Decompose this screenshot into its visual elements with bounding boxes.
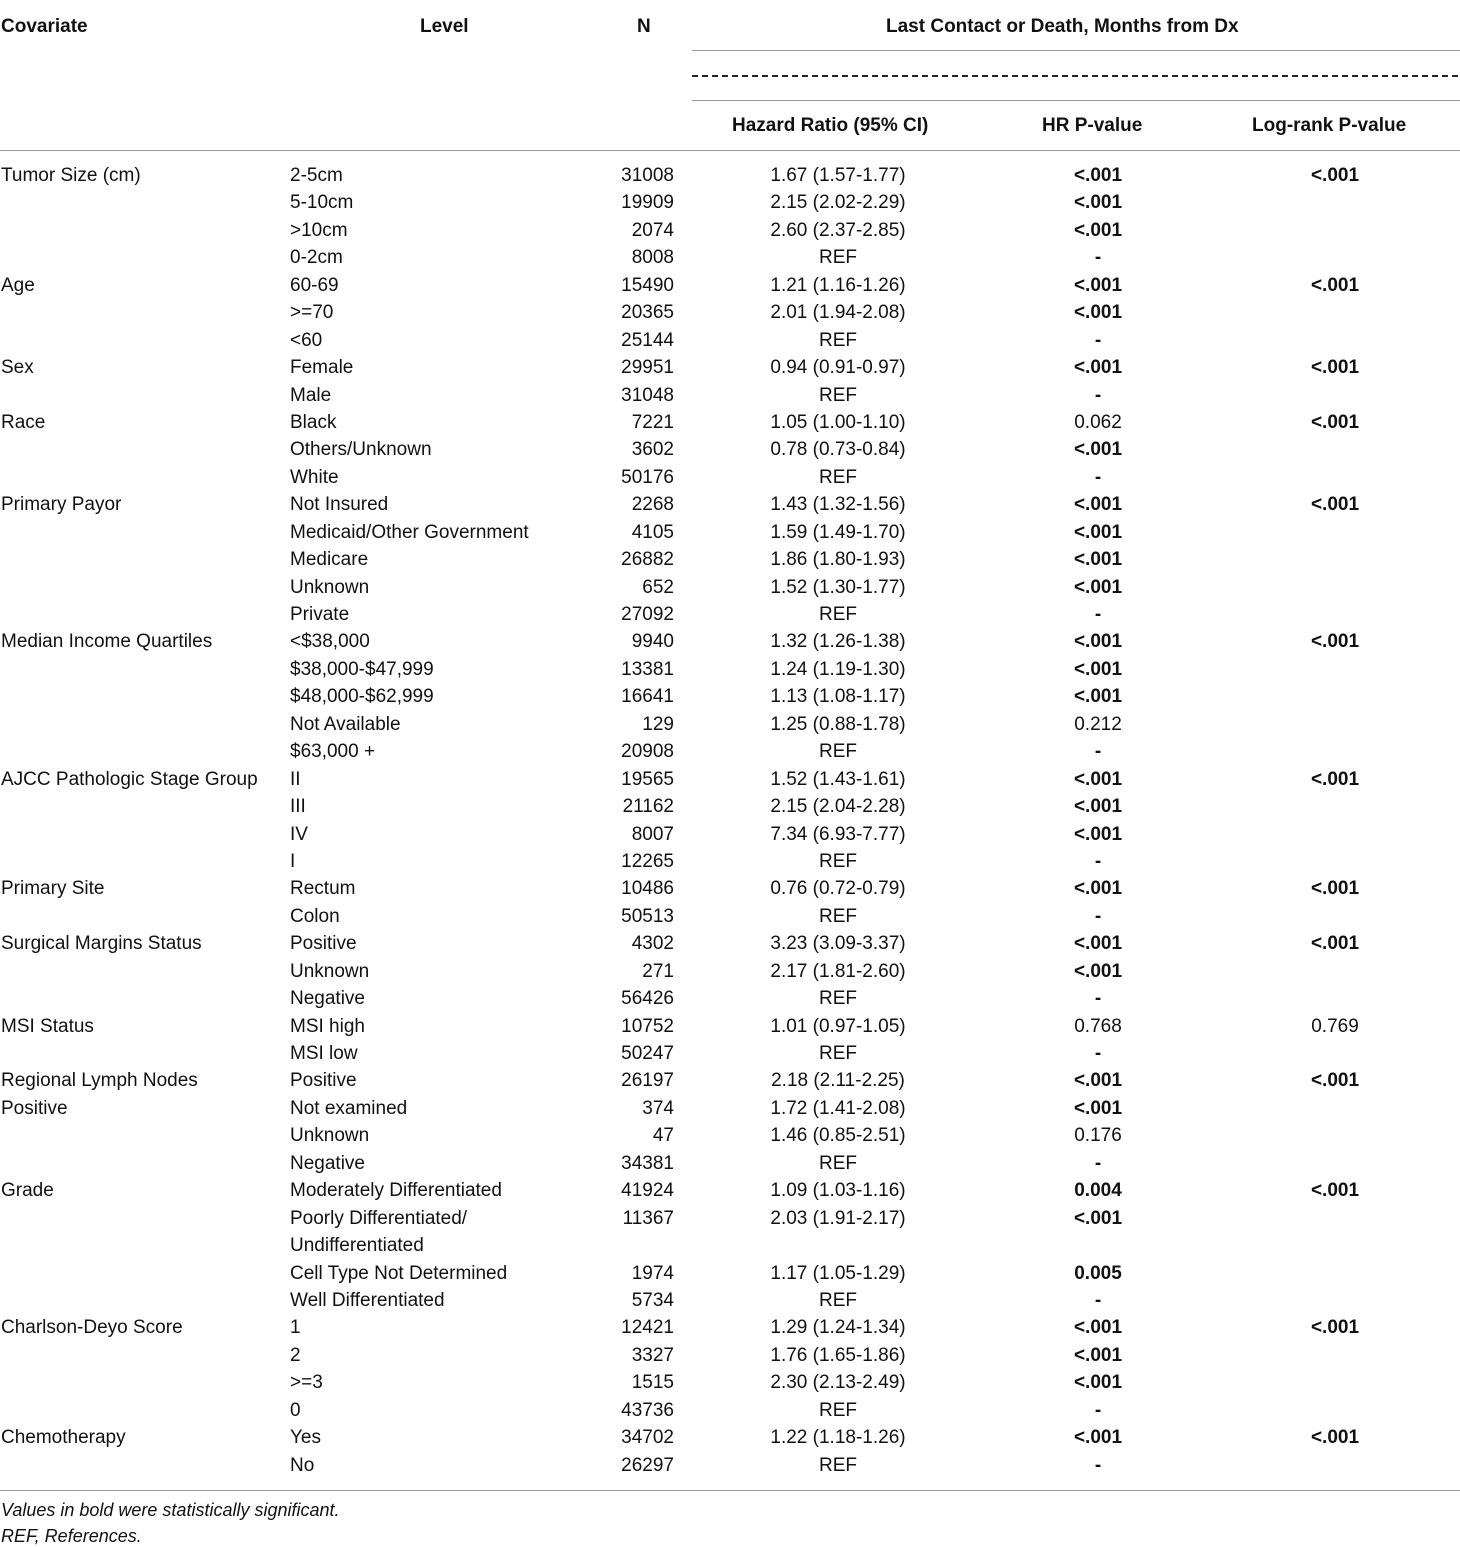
cell-hazard-ratio: REF bbox=[819, 741, 857, 763]
group-underline bbox=[692, 50, 1460, 51]
cell-hr-p-value: 0.212 bbox=[1074, 713, 1122, 735]
cell-logrank-p-value: <.001 bbox=[1310, 165, 1360, 186]
cell-n: 50247 bbox=[621, 1043, 674, 1064]
cell-n: 20908 bbox=[621, 741, 674, 763]
cell-n: 9940 bbox=[631, 631, 674, 653]
cell-level: Unknown bbox=[290, 576, 370, 598]
cell-hr-p-value: - bbox=[1094, 466, 1102, 488]
cell-level: Unknown bbox=[290, 1125, 370, 1147]
cell-n: 31048 bbox=[621, 384, 674, 406]
cell-hazard-ratio: 1.24 (1.19-1.30) bbox=[770, 658, 906, 680]
cell-hr-p-value: <.001 bbox=[1073, 631, 1123, 653]
cell-logrank-p-value: <.001 bbox=[1310, 274, 1360, 296]
cell-n: 10752 bbox=[621, 1015, 674, 1037]
cell-hr-p-value: <.001 bbox=[1073, 960, 1123, 982]
table-row bbox=[0, 930, 1460, 957]
cell-hazard-ratio: REF bbox=[819, 329, 857, 351]
cell-covariate: Race bbox=[1, 411, 46, 433]
cell-n: 3602 bbox=[631, 439, 674, 461]
table-row bbox=[0, 1040, 1460, 1067]
cell-n: 374 bbox=[642, 1097, 674, 1119]
cell-level: $48,000-$62,999 bbox=[290, 686, 434, 708]
header-hr-p-value: HR P-value bbox=[1042, 115, 1143, 136]
cell-logrank-p-value: <.001 bbox=[1310, 411, 1360, 433]
cell-level: >=3 bbox=[290, 1372, 323, 1394]
cell-level: Colon bbox=[290, 905, 340, 927]
cell-hr-p-value: <.001 bbox=[1073, 357, 1123, 379]
cell-hr-p-value: - bbox=[1094, 604, 1102, 625]
cell-covariate: Grade bbox=[1, 1180, 54, 1202]
cell-covariate: Charlson-Deyo Score bbox=[1, 1317, 183, 1339]
cell-hr-p-value: <.001 bbox=[1073, 165, 1123, 186]
cell-n: 56426 bbox=[621, 988, 674, 1010]
table-row bbox=[0, 1205, 1460, 1260]
cell-n: 26197 bbox=[621, 1070, 674, 1092]
cell-hr-p-value: <.001 bbox=[1073, 796, 1123, 818]
table-row bbox=[0, 244, 1460, 271]
table-row bbox=[0, 491, 1460, 518]
table-row bbox=[0, 738, 1460, 765]
cell-covariate: Chemotherapy bbox=[1, 1427, 126, 1449]
cell-hazard-ratio: 1.86 (1.80-1.93) bbox=[770, 549, 906, 571]
cell-hazard-ratio: 1.21 (1.16-1.26) bbox=[770, 274, 906, 296]
cell-covariate: Regional Lymph Nodes bbox=[1, 1070, 198, 1092]
cell-level: White bbox=[290, 466, 339, 488]
cell-n: 1515 bbox=[631, 1372, 674, 1394]
cell-n: 2074 bbox=[631, 219, 674, 241]
cell-level: Not Available bbox=[290, 713, 401, 735]
cell-level: III bbox=[290, 796, 306, 818]
cell-hr-p-value: 0.062 bbox=[1074, 411, 1122, 433]
cell-level: Unknown bbox=[290, 960, 370, 982]
cell-hr-p-value: <.001 bbox=[1073, 576, 1123, 598]
cell-hazard-ratio: 1.09 (1.03-1.16) bbox=[770, 1180, 906, 1202]
subheader-rule bbox=[692, 100, 1460, 101]
cell-level: >=70 bbox=[290, 302, 334, 324]
table-row bbox=[0, 409, 1460, 436]
cell-hazard-ratio: 1.17 (1.05-1.29) bbox=[770, 1262, 906, 1284]
cell-level: Black bbox=[290, 411, 337, 433]
cell-level: >10cm bbox=[290, 219, 348, 241]
table-row bbox=[0, 958, 1460, 985]
cell-logrank-p-value: <.001 bbox=[1310, 933, 1360, 955]
cell-hazard-ratio: 2.01 (1.94-2.08) bbox=[770, 302, 906, 324]
cell-covariate: Primary Payor bbox=[1, 494, 122, 516]
cell-n: 26297 bbox=[621, 1454, 674, 1476]
cell-level: Negative bbox=[290, 988, 365, 1010]
cell-hazard-ratio: 0.76 (0.72-0.79) bbox=[770, 878, 906, 900]
cell-n: 4105 bbox=[631, 521, 674, 543]
cell-hr-p-value: - bbox=[1094, 741, 1102, 763]
cell-hr-p-value: <.001 bbox=[1073, 933, 1123, 955]
table-row bbox=[0, 327, 1460, 354]
cell-hazard-ratio: 1.01 (0.97-1.05) bbox=[770, 1015, 906, 1037]
cell-level: 0-2cm bbox=[290, 247, 343, 269]
cell-covariate: Surgical Margins Status bbox=[1, 933, 202, 955]
header-n: N bbox=[637, 16, 651, 37]
header-logrank-p-value: Log-rank P-value bbox=[1252, 115, 1407, 136]
table-row bbox=[0, 1342, 1460, 1369]
cell-covariate: Age bbox=[1, 274, 35, 296]
cell-level: 1 bbox=[290, 1317, 301, 1339]
cell-level: Rectum bbox=[290, 878, 356, 900]
cell-hazard-ratio: 0.94 (0.91-0.97) bbox=[770, 357, 906, 379]
cell-hazard-ratio: REF bbox=[819, 247, 857, 269]
cell-covariate: Median Income Quartiles bbox=[1, 631, 213, 653]
table-row bbox=[0, 1067, 1460, 1094]
cell-logrank-p-value: <.001 bbox=[1310, 494, 1360, 516]
cell-hr-p-value: <.001 bbox=[1073, 302, 1123, 324]
cell-hazard-ratio: 1.29 (1.24-1.34) bbox=[770, 1317, 906, 1339]
cell-level: Male bbox=[290, 384, 332, 406]
cell-hazard-ratio: REF bbox=[819, 988, 857, 1010]
cell-covariate: Sex bbox=[1, 357, 34, 379]
cell-n: 8007 bbox=[631, 823, 674, 845]
cell-hr-p-value: - bbox=[1094, 1454, 1102, 1476]
table-row bbox=[0, 189, 1460, 216]
table-row bbox=[0, 683, 1460, 710]
cell-n: 41924 bbox=[621, 1180, 674, 1202]
cell-hr-p-value: - bbox=[1094, 988, 1102, 1010]
cell-covariate: Positive bbox=[1, 1097, 68, 1119]
cell-level: 0 bbox=[290, 1399, 301, 1421]
cell-hazard-ratio: 1.76 (1.65-1.86) bbox=[770, 1344, 906, 1366]
cell-hazard-ratio: 2.15 (2.02-2.29) bbox=[770, 192, 906, 214]
cell-hazard-ratio: 2.03 (1.91-2.17) bbox=[770, 1207, 906, 1229]
table-row bbox=[0, 1314, 1460, 1341]
header-bottom-rule bbox=[0, 150, 1460, 151]
table-row bbox=[0, 217, 1460, 244]
cell-hazard-ratio: REF bbox=[819, 466, 857, 488]
cell-hr-p-value: <.001 bbox=[1073, 549, 1123, 571]
header-hazard-ratio: Hazard Ratio (95% CI) bbox=[732, 115, 929, 136]
cell-n: 10486 bbox=[621, 878, 674, 900]
cell-hr-p-value: <.001 bbox=[1073, 1427, 1123, 1449]
table-row bbox=[0, 1452, 1460, 1479]
cell-n: 15490 bbox=[621, 274, 674, 296]
cell-hazard-ratio: REF bbox=[819, 1454, 857, 1476]
cell-n: 16641 bbox=[621, 686, 674, 708]
cell-hazard-ratio: REF bbox=[819, 1399, 857, 1421]
cell-hr-p-value: <.001 bbox=[1073, 439, 1123, 461]
cell-hr-p-value: <.001 bbox=[1073, 658, 1123, 680]
cell-n: 11367 bbox=[622, 1207, 674, 1229]
cell-logrank-p-value: <.001 bbox=[1310, 768, 1360, 790]
table-row bbox=[0, 821, 1460, 848]
cell-hazard-ratio: 1.67 (1.57-1.77) bbox=[770, 165, 906, 186]
cell-level: Medicaid/Other Government bbox=[290, 521, 529, 543]
cell-n: 652 bbox=[642, 576, 674, 598]
cell-n: 26882 bbox=[621, 549, 674, 571]
table-row bbox=[0, 601, 1460, 628]
cell-level: <60 bbox=[290, 329, 323, 351]
cell-hr-p-value: <.001 bbox=[1073, 878, 1123, 900]
cell-level: No bbox=[290, 1454, 315, 1476]
cell-hazard-ratio: REF bbox=[819, 1152, 857, 1174]
table-row bbox=[0, 1122, 1460, 1149]
cell-hr-p-value: <.001 bbox=[1073, 686, 1123, 708]
cell-hazard-ratio: 2.18 (2.11-2.25) bbox=[771, 1070, 905, 1092]
cell-level: Not Insured bbox=[290, 494, 389, 516]
cell-level: 5-10cm bbox=[290, 192, 354, 214]
cell-n: 27092 bbox=[621, 604, 674, 625]
cell-hazard-ratio: 2.15 (2.04-2.28) bbox=[770, 796, 906, 818]
cell-n: 29951 bbox=[621, 357, 674, 379]
cell-hazard-ratio: REF bbox=[819, 905, 857, 927]
cell-n: 2268 bbox=[631, 494, 674, 516]
cell-n: 13381 bbox=[621, 658, 674, 680]
cell-n: 19909 bbox=[621, 192, 674, 214]
cell-hr-p-value: 0.176 bbox=[1074, 1125, 1122, 1147]
cell-hr-p-value: <.001 bbox=[1073, 768, 1123, 790]
cell-hr-p-value: - bbox=[1094, 247, 1102, 269]
cell-n: 8008 bbox=[631, 247, 674, 269]
table-row bbox=[0, 1260, 1460, 1287]
cell-level: Private bbox=[290, 604, 350, 625]
table-row bbox=[0, 1287, 1460, 1314]
cell-hazard-ratio: 1.52 (1.43-1.61) bbox=[770, 768, 906, 790]
cell-hazard-ratio: 0.78 (0.73-0.84) bbox=[770, 439, 906, 461]
cell-n: 50176 bbox=[621, 466, 674, 488]
cell-n: 12421 bbox=[621, 1317, 674, 1339]
table-row bbox=[0, 793, 1460, 820]
cell-hr-p-value: - bbox=[1094, 1152, 1102, 1174]
cell-hr-p-value: <.001 bbox=[1073, 1070, 1123, 1092]
table-row bbox=[0, 519, 1460, 546]
table-row bbox=[0, 1095, 1460, 1122]
cell-level: Positive bbox=[290, 933, 357, 955]
cell-level: MSI high bbox=[290, 1015, 365, 1037]
cell-hazard-ratio: 1.52 (1.30-1.77) bbox=[770, 576, 906, 598]
cell-level: IV bbox=[290, 823, 308, 845]
cell-hazard-ratio: REF bbox=[819, 1289, 857, 1311]
table-row bbox=[0, 985, 1460, 1012]
footnote-bold: Values in bold were statistically significant. bbox=[1, 1500, 340, 1520]
table-row bbox=[0, 656, 1460, 683]
cell-n: 21162 bbox=[622, 796, 674, 818]
cell-hazard-ratio: 1.32 (1.26-1.38) bbox=[770, 631, 906, 653]
table-row bbox=[0, 1397, 1460, 1424]
header-group: Last Contact or Death, Months from Dx bbox=[886, 16, 1239, 37]
cell-hr-p-value: <.001 bbox=[1073, 219, 1123, 241]
cell-hazard-ratio: 1.25 (0.88-1.78) bbox=[770, 713, 906, 735]
table-row bbox=[0, 162, 1460, 189]
cell-n: 5734 bbox=[631, 1289, 674, 1311]
table-row bbox=[0, 299, 1460, 326]
cell-n: 50513 bbox=[621, 905, 674, 927]
cell-level: Positive bbox=[290, 1070, 357, 1092]
cell-hr-p-value: 0.768 bbox=[1074, 1015, 1122, 1037]
cell-level: Yes bbox=[290, 1427, 321, 1449]
cell-hazard-ratio: REF bbox=[819, 384, 857, 406]
cell-hr-p-value: <.001 bbox=[1073, 1317, 1123, 1339]
footnote-ref: REF, References. bbox=[1, 1526, 142, 1546]
table-row bbox=[0, 1150, 1460, 1177]
header-covariate: Covariate bbox=[1, 16, 88, 37]
cell-level: <$38,000 bbox=[290, 631, 370, 653]
cell-hazard-ratio: 1.72 (1.41-2.08) bbox=[770, 1097, 906, 1119]
cell-hazard-ratio: 1.05 (1.00-1.10) bbox=[770, 411, 906, 433]
cell-level: Cell Type Not Determined bbox=[290, 1262, 508, 1284]
table-row bbox=[0, 382, 1460, 409]
cell-level: 60-69 bbox=[290, 274, 339, 296]
table-row bbox=[0, 546, 1460, 573]
cell-hazard-ratio: 2.30 (2.13-2.49) bbox=[770, 1372, 906, 1394]
table-body bbox=[0, 162, 1460, 1479]
cell-hr-p-value: <.001 bbox=[1073, 1344, 1123, 1366]
cell-hr-p-value: - bbox=[1094, 384, 1102, 406]
cell-logrank-p-value: <.001 bbox=[1310, 1070, 1360, 1092]
cell-level: $38,000-$47,999 bbox=[290, 658, 434, 680]
table-row bbox=[0, 464, 1460, 491]
cell-level: Female bbox=[290, 357, 354, 379]
cell-hr-p-value: <.001 bbox=[1073, 1372, 1123, 1394]
cell-n: 271 bbox=[642, 960, 674, 982]
table-row bbox=[0, 766, 1460, 793]
cell-n: 25144 bbox=[621, 329, 674, 351]
cell-hr-p-value: - bbox=[1094, 905, 1102, 927]
cell-hr-p-value: <.001 bbox=[1073, 494, 1123, 516]
cell-level: 2-5cm bbox=[290, 165, 343, 186]
table-row bbox=[0, 875, 1460, 902]
cell-logrank-p-value: <.001 bbox=[1310, 631, 1360, 653]
cell-level: I bbox=[290, 850, 296, 872]
cell-covariate: MSI Status bbox=[1, 1015, 94, 1037]
table-row bbox=[0, 711, 1460, 738]
cell-hr-p-value: <.001 bbox=[1073, 1097, 1123, 1119]
cell-logrank-p-value: <.001 bbox=[1310, 1427, 1360, 1449]
cell-hazard-ratio: REF bbox=[819, 1043, 857, 1064]
cell-level: 2 bbox=[290, 1344, 301, 1366]
cell-hr-p-value: - bbox=[1094, 1399, 1102, 1421]
cell-n: 1974 bbox=[631, 1262, 674, 1284]
cell-hr-p-value: <.001 bbox=[1073, 1207, 1123, 1229]
cell-hr-p-value: 0.004 bbox=[1074, 1180, 1122, 1202]
table-row bbox=[0, 848, 1460, 875]
cell-logrank-p-value: <.001 bbox=[1310, 878, 1360, 900]
cell-level: Moderately Differentiated bbox=[290, 1180, 502, 1202]
cell-n: 43736 bbox=[621, 1399, 674, 1421]
cell-level: Well Differentiated bbox=[290, 1289, 445, 1311]
cell-hazard-ratio: REF bbox=[819, 850, 857, 872]
cell-hazard-ratio: REF bbox=[819, 604, 857, 625]
header-level: Level bbox=[420, 16, 469, 37]
cell-covariate: Primary Site bbox=[1, 878, 105, 900]
cell-n: 20365 bbox=[621, 302, 674, 324]
cell-hr-p-value: - bbox=[1094, 1289, 1102, 1311]
table-row bbox=[0, 1013, 1460, 1040]
cell-logrank-p-value: 0.769 bbox=[1311, 1015, 1359, 1037]
cell-n: 47 bbox=[652, 1125, 674, 1147]
cell-level: II bbox=[290, 768, 301, 790]
table-row bbox=[0, 1424, 1460, 1451]
cell-n: 3327 bbox=[631, 1344, 674, 1366]
cell-hr-p-value: <.001 bbox=[1073, 274, 1123, 296]
cell-hazard-ratio: 2.60 (2.37-2.85) bbox=[770, 219, 906, 241]
dashed-separator bbox=[692, 75, 1458, 77]
cell-logrank-p-value: <.001 bbox=[1310, 357, 1360, 379]
cell-n: 34702 bbox=[621, 1427, 674, 1449]
cell-logrank-p-value: <.001 bbox=[1310, 1180, 1360, 1202]
table-row bbox=[0, 628, 1460, 655]
cell-hr-p-value: <.001 bbox=[1073, 521, 1123, 543]
cell-hazard-ratio: 3.23 (3.09-3.37) bbox=[770, 933, 906, 955]
cell-n: 19565 bbox=[621, 768, 674, 790]
cell-level: $63,000 + bbox=[290, 741, 376, 763]
cell-level: Not examined bbox=[290, 1097, 408, 1119]
cell-hr-p-value: - bbox=[1094, 329, 1102, 351]
cell-n: 12265 bbox=[621, 850, 674, 872]
table-row bbox=[0, 436, 1460, 463]
cell-n: 4302 bbox=[631, 933, 674, 955]
cell-hr-p-value: <.001 bbox=[1073, 192, 1123, 214]
table-row bbox=[0, 1177, 1460, 1204]
cell-hazard-ratio: 1.22 (1.18-1.26) bbox=[770, 1427, 906, 1449]
cell-level: Others/Unknown bbox=[290, 439, 432, 461]
table-row bbox=[0, 574, 1460, 601]
cell-hr-p-value: - bbox=[1094, 1043, 1102, 1064]
table-row bbox=[0, 1369, 1460, 1396]
cell-hazard-ratio: 7.34 (6.93-7.77) bbox=[770, 823, 906, 845]
cell-hr-p-value: 0.005 bbox=[1074, 1262, 1122, 1284]
cell-hazard-ratio: 1.13 (1.08-1.17) bbox=[770, 686, 906, 708]
cell-hazard-ratio: 1.59 (1.49-1.70) bbox=[770, 521, 906, 543]
cell-level: Medicare bbox=[290, 549, 369, 571]
cell-hr-p-value: - bbox=[1094, 850, 1102, 872]
cell-level: Poorly Differentiated/ Undifferentiated bbox=[290, 1207, 468, 1257]
cell-level: Negative bbox=[290, 1152, 365, 1174]
cell-hazard-ratio: 1.46 (0.85-2.51) bbox=[770, 1125, 906, 1147]
cell-hazard-ratio: 2.17 (1.81-2.60) bbox=[770, 960, 906, 982]
cell-n: 7221 bbox=[631, 411, 674, 433]
table-bottom-rule bbox=[0, 1490, 1460, 1491]
cell-covariate: Tumor Size (cm) bbox=[1, 165, 141, 186]
cell-n: 34381 bbox=[621, 1152, 674, 1174]
cell-hazard-ratio: 1.43 (1.32-1.56) bbox=[770, 494, 906, 516]
cell-hr-p-value: <.001 bbox=[1073, 823, 1123, 845]
table-row bbox=[0, 272, 1460, 299]
table-row bbox=[0, 903, 1460, 930]
cell-n: 31008 bbox=[621, 165, 674, 186]
cell-n: 129 bbox=[642, 713, 674, 735]
cell-covariate: AJCC Pathologic Stage Group bbox=[1, 768, 258, 790]
cell-level: MSI low bbox=[290, 1043, 358, 1064]
table-row bbox=[0, 354, 1460, 381]
cell-logrank-p-value: <.001 bbox=[1310, 1317, 1360, 1339]
